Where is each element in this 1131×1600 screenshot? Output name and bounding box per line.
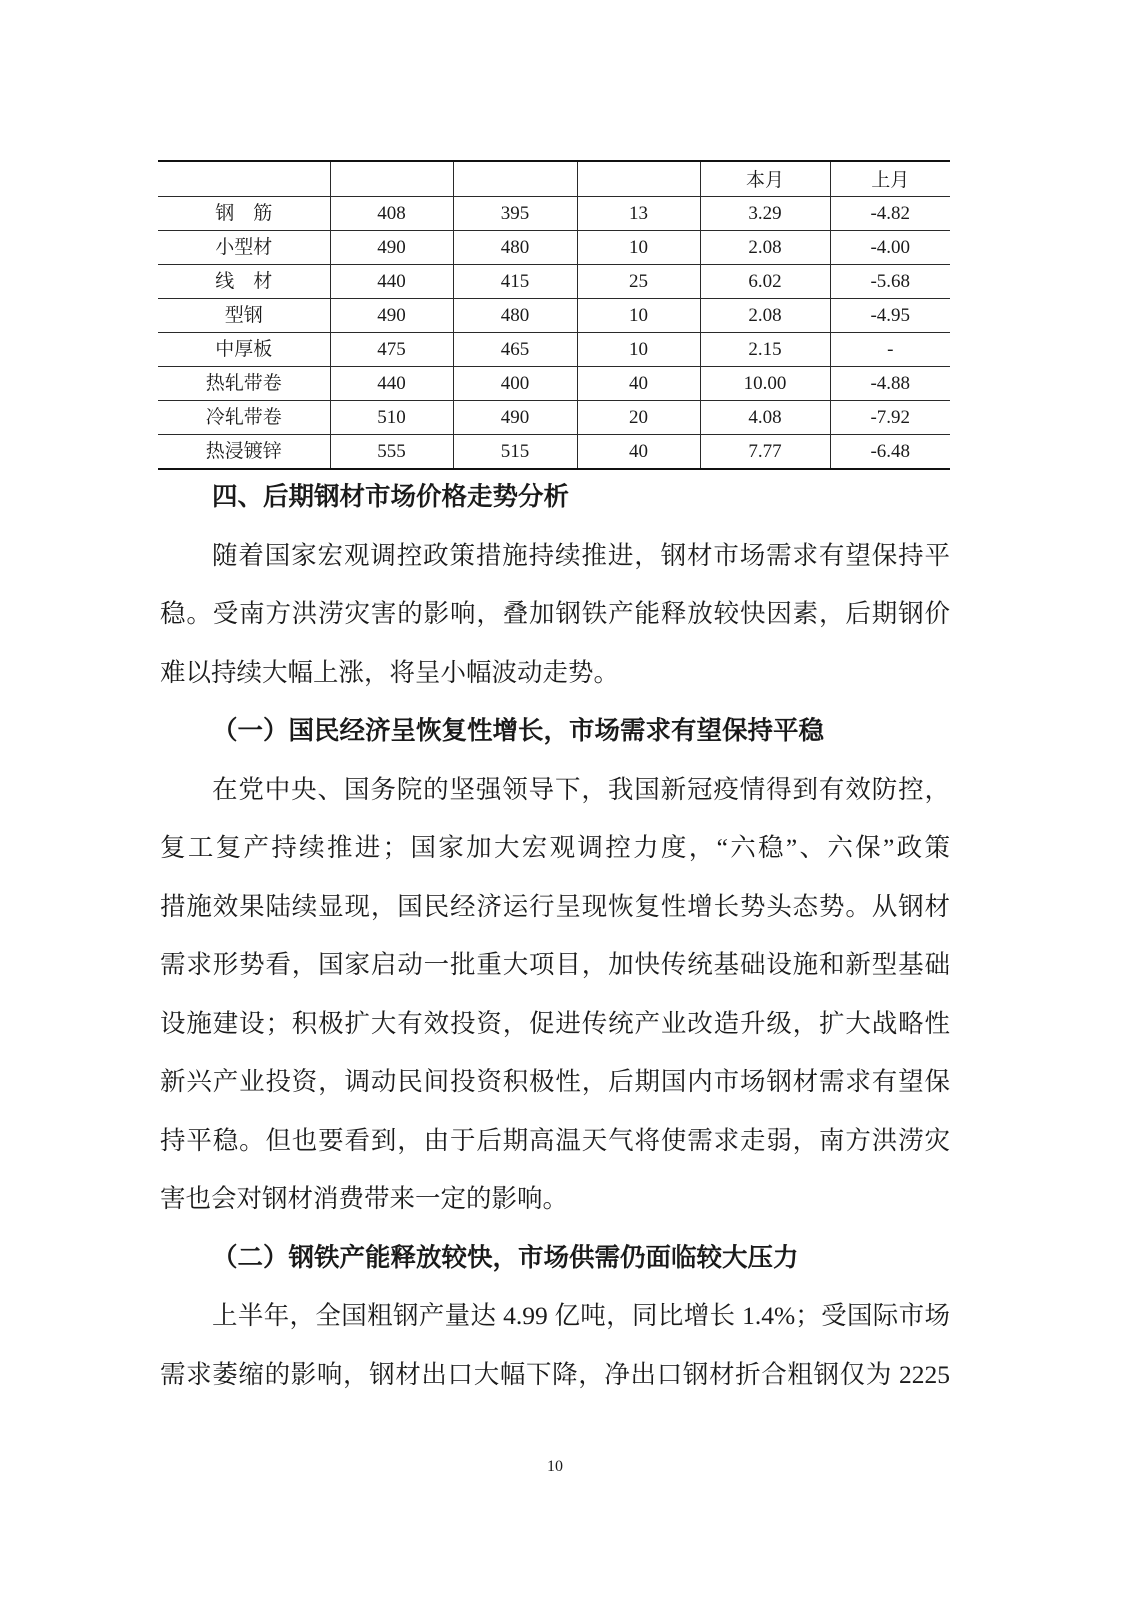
analysis-section bbox=[160, 468, 950, 1404]
paragraph-line: 上半年，全国粗钢产量达 4.99 亿吨，同比增长 1.4%；受国际市场 bbox=[212, 1301, 950, 1330]
paragraph-line: 复工复产持续推进；国家加大宏观调控力度，“六稳”、六保”政策 bbox=[160, 833, 950, 862]
value-cell: 510 bbox=[330, 401, 453, 435]
product-name-cell: 热轧带卷 bbox=[158, 367, 330, 401]
value-cell: 10 bbox=[577, 299, 700, 333]
product-name-cell: 小型材 bbox=[158, 231, 330, 265]
header-last-month: 上月 bbox=[830, 161, 950, 197]
paragraph-line: 稳。受南方洪涝灾害的影响，叠加钢铁产能释放较快因素，后期钢价 bbox=[160, 599, 950, 628]
product-name-cell: 热浸镀锌 bbox=[158, 435, 330, 470]
subsection-heading: （一）国民经济呈恢复性增长，市场需求有望保持平稳 bbox=[212, 716, 825, 746]
this-month-cell: 2.08 bbox=[700, 299, 830, 333]
header-cell-empty bbox=[577, 161, 700, 197]
header-cell-empty bbox=[330, 161, 453, 197]
value-cell: 20 bbox=[577, 401, 700, 435]
value-cell: 408 bbox=[330, 197, 453, 231]
last-month-cell: -4.00 bbox=[830, 231, 950, 265]
paragraph-line: 设施建设；积极扩大有效投资，促进传统产业改造升级，扩大战略性 bbox=[160, 1008, 950, 1038]
value-cell: 395 bbox=[453, 197, 577, 231]
last-month-cell: -6.48 bbox=[830, 435, 950, 470]
last-month-cell: - bbox=[830, 333, 950, 367]
value-cell: 440 bbox=[330, 265, 453, 299]
paragraph-line: 措施效果陆续显现，国民经济运行呈现恢复性增长势头态势。从钢材 bbox=[160, 891, 950, 921]
paragraph-line: 持平稳。但也要看到，由于后期高温天气将使需求走弱，南方洪涝灾 bbox=[160, 1125, 950, 1155]
page-number: 10 bbox=[547, 1458, 563, 1475]
paragraph-line: 难以持续大幅上涨，将呈小幅波动走势。 bbox=[160, 657, 620, 687]
last-month-cell: -7.92 bbox=[830, 401, 950, 435]
this-month-cell: 7.77 bbox=[700, 435, 830, 470]
table-row bbox=[158, 435, 950, 470]
this-month-cell: 4.08 bbox=[700, 401, 830, 435]
table-row bbox=[158, 401, 950, 435]
paragraph-line: 随着国家宏观调控政策措施持续推进，钢材市场需求有望保持平 bbox=[212, 540, 950, 570]
product-name-cell: 线 材 bbox=[158, 265, 330, 299]
header-cell-empty bbox=[158, 161, 330, 197]
product-name-cell: 钢 筋 bbox=[158, 197, 330, 231]
product-name-cell: 冷轧带卷 bbox=[158, 401, 330, 435]
value-cell: 480 bbox=[453, 231, 577, 265]
header-cell-empty bbox=[453, 161, 577, 197]
product-name-cell: 型钢 bbox=[158, 299, 330, 333]
value-cell: 10 bbox=[577, 333, 700, 367]
paragraph-line: 新兴产业投资，调动民间投资积极性，后期国内市场钢材需求有望保 bbox=[160, 1067, 950, 1096]
table-row bbox=[158, 299, 950, 333]
this-month-cell: 10.00 bbox=[700, 367, 830, 401]
header-this-month: 本月 bbox=[700, 161, 830, 197]
value-cell: 480 bbox=[453, 299, 577, 333]
table-row bbox=[158, 231, 950, 265]
this-month-cell: 2.15 bbox=[700, 333, 830, 367]
value-cell: 415 bbox=[453, 265, 577, 299]
section-heading: 四、后期钢材市场价格走势分析 bbox=[212, 482, 570, 512]
table-row bbox=[158, 367, 950, 401]
value-cell: 10 bbox=[577, 231, 700, 265]
value-cell: 475 bbox=[330, 333, 453, 367]
paragraph-line: 害也会对钢材消费带来一定的影响。 bbox=[160, 1184, 569, 1213]
value-cell: 515 bbox=[453, 435, 577, 470]
subsection-heading: （二）钢铁产能释放较快，市场供需仍面临较大压力 bbox=[212, 1242, 799, 1273]
value-cell: 440 bbox=[330, 367, 453, 401]
last-month-cell: -4.95 bbox=[830, 299, 950, 333]
steel-price-table bbox=[158, 160, 950, 470]
table-row bbox=[158, 333, 950, 367]
value-cell: 490 bbox=[330, 299, 453, 333]
value-cell: 490 bbox=[330, 231, 453, 265]
this-month-cell: 3.29 bbox=[700, 197, 830, 231]
value-cell: 13 bbox=[577, 197, 700, 231]
table-header-row bbox=[158, 161, 950, 197]
value-cell: 40 bbox=[577, 435, 700, 470]
paragraph-line: 需求形势看，国家启动一批重大项目，加快传统基础设施和新型基础 bbox=[160, 950, 950, 979]
value-cell: 465 bbox=[453, 333, 577, 367]
last-month-cell: -4.88 bbox=[830, 367, 950, 401]
value-cell: 555 bbox=[330, 435, 453, 470]
value-cell: 25 bbox=[577, 265, 700, 299]
value-cell: 40 bbox=[577, 367, 700, 401]
last-month-cell: -4.82 bbox=[830, 197, 950, 231]
this-month-cell: 6.02 bbox=[700, 265, 830, 299]
this-month-cell: 2.08 bbox=[700, 231, 830, 265]
table-row bbox=[158, 197, 950, 231]
table-row bbox=[158, 265, 950, 299]
product-name-cell: 中厚板 bbox=[158, 333, 330, 367]
paragraph-line: 在党中央、国务院的坚强领导下，我国新冠疫情得到有效防控， bbox=[212, 774, 950, 804]
paragraph-line: 需求萎缩的影响，钢材出口大幅下降，净出口钢材折合粗钢仅为 2225 bbox=[160, 1359, 950, 1389]
value-cell: 400 bbox=[453, 367, 577, 401]
last-month-cell: -5.68 bbox=[830, 265, 950, 299]
value-cell: 490 bbox=[453, 401, 577, 435]
